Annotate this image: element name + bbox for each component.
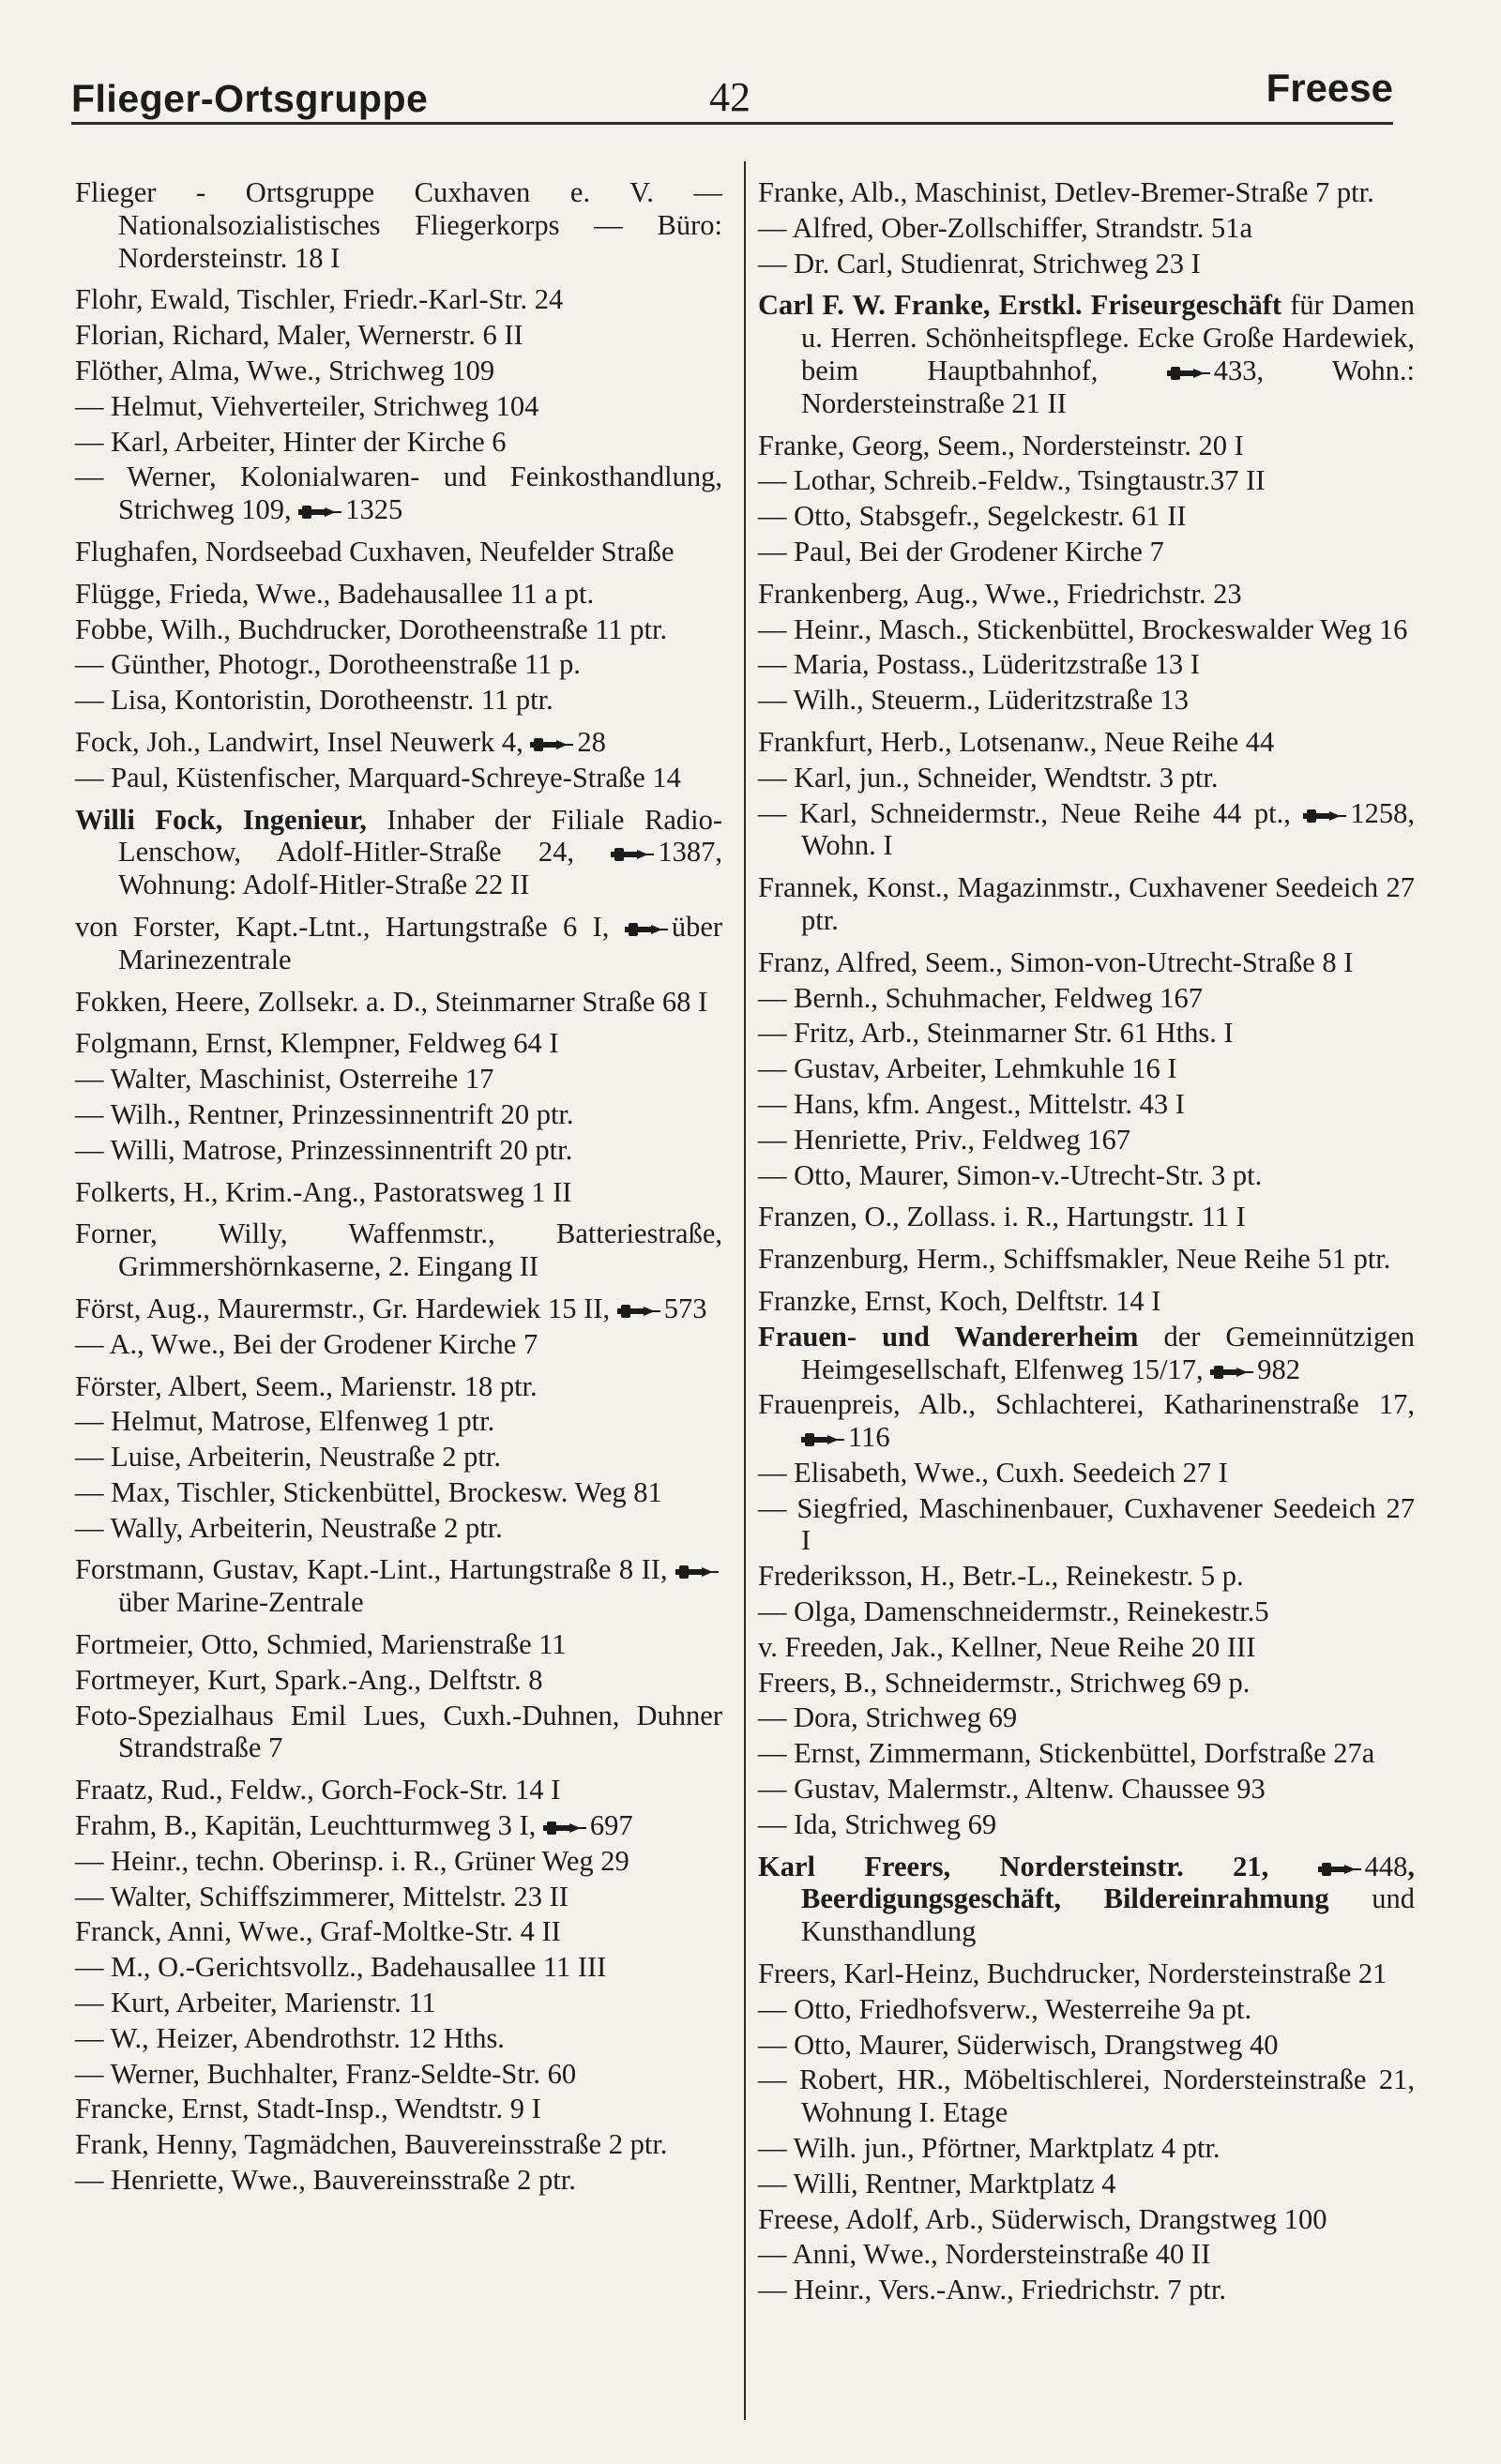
entry-text: — Walter, Schiffszimmerer, Mittelstr. 23 II <box>75 1880 569 1912</box>
telephone-icon <box>801 1432 844 1447</box>
directory-entry <box>758 1631 1415 1664</box>
directory-entry <box>758 1052 1415 1085</box>
entry-text: Franke, Alb., Maschinist, Detlev-Bremer-Straße 7 ptr. <box>758 176 1374 208</box>
right-column <box>758 176 1415 2309</box>
entry-text: — Alfred, Ober-Zollschiffer, Strandstr. 51a <box>758 211 1252 244</box>
directory-entry <box>758 982 1415 1015</box>
directory-entry <box>758 726 1415 759</box>
entry-text: Först, Aug., Maurermstr., Gr. Hardewiek 15 II, <box>75 1292 611 1324</box>
directory-entry <box>758 289 1415 419</box>
directory-entry <box>758 248 1415 280</box>
directory-entry <box>75 762 722 794</box>
directory-entry <box>758 430 1415 462</box>
entry-text: Franzenburg, Herm., Schiffsmakler, Neue Reihe 51 ptr. <box>758 1243 1391 1276</box>
directory-entry <box>75 726 722 759</box>
entry-text: Francke, Ernst, Stadt-Insp., Wendtstr. 9 I <box>75 2093 541 2125</box>
directory-entry <box>758 1560 1415 1593</box>
directory-entry <box>75 1405 722 1438</box>
directory-entry <box>758 2168 1415 2200</box>
directory-entry <box>75 536 722 568</box>
entry-text: Flügge, Frieda, Wwe., Badehausallee 11 a pt. <box>75 577 595 610</box>
entry-text: — Robert, HR., Möbeltischlerei, Nordersteinstraße 21, Wohnung I. Etage <box>758 2063 1415 2129</box>
directory-entry <box>758 1159 1415 1192</box>
entry-text: — Henriette, Wwe., Bauvereinsstraße 2 ptr. <box>75 2164 576 2197</box>
directory-entry <box>758 464 1415 497</box>
left-column <box>75 176 722 2199</box>
directory-entry <box>75 426 722 459</box>
entry-text: — Luise, Arbeiterin, Neustraße 2 ptr. <box>75 1441 502 1474</box>
directory-entry <box>75 2164 722 2197</box>
entry-text: — Ernst, Zimmermann, Stickenbüttel, Dorfstraße 27a <box>758 1737 1375 1770</box>
directory-entry <box>75 1845 722 1878</box>
directory-entry <box>758 2203 1415 2236</box>
phone-number: 1325 <box>345 493 403 526</box>
phone-number: über Marine-Zentrale <box>118 1586 364 1619</box>
entry-text: Fraatz, Rud., Feldw., Gorch-Fock-Str. 14 I <box>75 1774 561 1806</box>
entry-text: Förster, Albert, Seem., Marienstr. 18 ptr. <box>75 1369 538 1402</box>
entry-text: — Maria, Postass., Lüderitzstraße 13 I <box>758 648 1200 681</box>
phone-number: 697 <box>589 1809 633 1842</box>
directory-entry <box>75 1512 722 1545</box>
entry-text: Forstmann, Gustav, Kapt.-Lint., Hartungstraße 8 II, <box>75 1553 668 1586</box>
directory-entry <box>75 684 722 717</box>
directory-entry <box>758 1285 1415 1318</box>
telephone-icon <box>1167 366 1210 381</box>
entry-text: — Otto, Friedhofsverw., Westerreihe 9a pt. <box>758 1992 1252 2025</box>
telephone-icon <box>1318 1862 1361 1877</box>
directory-entry <box>758 648 1415 681</box>
entry-text: — Willi, Matrose, Prinzessinnentrift 20 ptr. <box>75 1133 573 1166</box>
entry-text: v. Freeden, Jak., Kellner, Neue Reihe 20 III <box>758 1630 1256 1663</box>
directory-entry <box>75 283 722 316</box>
entry-text: — Ida, Strichweg 69 <box>758 1807 997 1840</box>
directory-entry <box>75 1553 722 1619</box>
directory-entry <box>758 1701 1415 1734</box>
header-right-keyword: Freese <box>1266 66 1393 110</box>
entry-text: Frahm, B., Kapitän, Leuchtturmweg 3 I, <box>75 1809 537 1842</box>
directory-entry <box>75 1628 722 1661</box>
directory-entry <box>75 1700 722 1765</box>
telephone-icon <box>617 1304 660 1319</box>
telephone-icon <box>1303 809 1346 824</box>
directory-entry <box>758 1993 1415 2026</box>
directory-entry <box>75 390 722 423</box>
directory-entry <box>75 1098 722 1131</box>
entry-text: Frankfurt, Herb., Lotsenanw., Neue Reihe 44 <box>758 725 1275 758</box>
entry-text: — Karl, jun., Schneider, Wendtstr. 3 ptr. <box>758 761 1219 794</box>
directory-entry <box>75 2058 722 2091</box>
entry-name-bold: Karl Freers, Nordersteinstr. 21, <box>758 1850 1269 1882</box>
entry-text: Frannek, Konst., Magazinmstr., Cuxhavener Seedeich 27 ptr. <box>758 871 1415 936</box>
entry-text: — Werner, Buchhalter, Franz-Seldte-Str. 60 <box>75 2057 577 2090</box>
directory-entry <box>758 1457 1415 1489</box>
entry-name-bold: Frauen- und Wandererheim <box>758 1320 1139 1353</box>
telephone-icon <box>611 847 654 862</box>
page-number: 42 <box>709 74 750 120</box>
directory-entry <box>758 1851 1415 1948</box>
directory-entry <box>75 1951 722 1984</box>
phone-number: 982 <box>1257 1353 1300 1385</box>
directory-entry <box>758 1124 1415 1156</box>
directory-entry <box>75 319 722 352</box>
entry-tail-text: , Wohn.: Nordersteinstraße 21 II <box>801 354 1415 419</box>
directory-entry <box>75 648 722 681</box>
directory-entry <box>75 1476 722 1509</box>
phone-number: 1387 <box>658 836 716 869</box>
directory-entry <box>758 1243 1415 1276</box>
directory-entry <box>758 2132 1415 2165</box>
telephone-icon <box>625 922 668 937</box>
entry-text: — Otto, Stabsgefr., Segelckestr. 61 II <box>758 500 1187 533</box>
entry-text: Freers, Karl-Heinz, Buchdrucker, Nordersteinstraße 21 <box>758 1958 1387 1990</box>
directory-entry <box>758 1737 1415 1770</box>
entry-text: — A., Wwe., Bei der Grodener Kirche 7 <box>75 1327 538 1360</box>
directory-entry <box>758 1201 1415 1233</box>
directory-entry <box>75 1217 722 1283</box>
directory-entry <box>75 1441 722 1474</box>
directory-entry <box>758 2029 1415 2062</box>
directory-entry <box>75 176 722 274</box>
directory-entry <box>758 946 1415 979</box>
entry-text: — Dr. Carl, Studienrat, Strichweg 23 I <box>758 247 1201 280</box>
phone-number: 28 <box>577 725 606 758</box>
entry-text: Fortmeier, Otto, Schmied, Marienstraße 11 <box>75 1628 567 1661</box>
phone-number: 1258 <box>1350 796 1408 829</box>
entry-text: Franzke, Ernst, Koch, Delftstr. 14 I <box>758 1284 1161 1317</box>
directory-entry <box>75 1176 722 1209</box>
entry-text: Flieger - Ortsgruppe Cuxhaven e. V. — Nationalsozialistisches Fliegerkorps — Büro: Nordersteinstr. 18 I <box>75 176 722 274</box>
directory-entry <box>758 1808 1415 1841</box>
entry-text: Freese, Adolf, Arb., Süderwisch, Drangstweg 100 <box>758 2202 1327 2235</box>
entry-text: — Heinr., Masch., Stickenbüttel, Brockeswalder Weg 16 <box>758 612 1408 645</box>
entry-text: Fock, Joh., Landwirt, Insel Neuwerk 4, <box>75 725 523 758</box>
entry-text: — Wilh. jun., Pförtner, Marktplatz 4 ptr. <box>758 2132 1221 2165</box>
directory-entry <box>758 613 1415 646</box>
telephone-icon <box>530 737 573 752</box>
entry-text: Inhaber der Filiale Radio-Lenschow, Adolf-Hitler-Straße 24, <box>118 803 722 869</box>
directory-entry <box>758 176 1415 209</box>
entry-text: — Helmut, Viehverteiler, Strichweg 104 <box>75 389 539 422</box>
entry-text: — Heinr., Vers.-Anw., Friedrichstr. 7 ptr. <box>758 2274 1226 2306</box>
column-divider <box>744 161 746 2420</box>
entry-text: — Olga, Damenschneidermstr., Reinekestr.5 <box>758 1595 1269 1628</box>
entry-text: Franck, Anni, Wwe., Graf-Moltke-Str. 4 II <box>75 1915 561 1948</box>
entry-tail-text: , Wohn. I <box>801 796 1415 862</box>
directory-entry <box>758 797 1415 863</box>
entry-text: — Anni, Wwe., Nordersteinstraße 40 II <box>758 2238 1211 2271</box>
entry-text: — Dora, Strichweg 69 <box>758 1701 1018 1734</box>
directory-entry <box>758 2238 1415 2271</box>
directory-entry <box>75 1915 722 1948</box>
header-left-keyword: Flieger-Ortsgruppe <box>71 77 429 120</box>
entry-text: — Otto, Maurer, Simon-v.-Utrecht-Str. 3 pt. <box>758 1158 1263 1191</box>
entry-text: — Gustav, Malermstr., Altenw. Chaussee 93 <box>758 1773 1266 1806</box>
entry-name-bold: Carl F. W. Franke, Erstkl. Friseurgeschäft <box>758 289 1282 322</box>
telephone-icon <box>543 1821 586 1836</box>
entry-bold-text: , Beerdigungsgeschäft, Bildereinrahmung <box>801 1850 1415 1915</box>
entry-text: Fortmeyer, Kurt, Spark.-Ang., Delftstr. 8 <box>75 1663 543 1696</box>
entry-text: — Paul, Küstenfischer, Marquard-Schreye-Straße 14 <box>75 761 681 794</box>
entry-text: — Bernh., Schuhmacher, Feldweg 167 <box>758 981 1203 1014</box>
entry-name-bold: Willi Fock, Ingenieur, <box>75 803 367 836</box>
entry-text: — Fritz, Arb., Steinmarner Str. 61 Hths. I <box>758 1017 1234 1050</box>
entry-text: Freers, B., Schneidermstr., Strichweg 69 p. <box>758 1666 1251 1699</box>
directory-entry <box>75 461 722 526</box>
telephone-icon <box>1210 1365 1253 1380</box>
header-rule <box>71 122 1393 125</box>
entry-text: — Karl, Schneidermstr., Neue Reihe 44 pt., <box>758 796 1291 829</box>
entry-text: — Wilh., Steuerm., Lüderitzstraße 13 <box>758 684 1189 717</box>
entry-text: — Elisabeth, Wwe., Cuxh. Seedeich 27 I <box>758 1456 1228 1489</box>
entry-text: Folgmann, Ernst, Klempner, Feldweg 64 I <box>75 1027 559 1060</box>
entry-text: Franzen, O., Zollass. i. R., Hartungstr. 11 I <box>758 1201 1246 1233</box>
phone-number: 573 <box>663 1292 707 1324</box>
phone-number: 433 <box>1213 354 1257 386</box>
entry-text: Fokken, Heere, Zollsekr. a. D., Steinmarner Straße 68 I <box>75 985 708 1018</box>
directory-entry <box>75 1134 722 1167</box>
directory-entry <box>75 1809 722 1842</box>
entry-text: Frauenpreis, Alb., Schlachterei, Katharinenstraße 17, <box>758 1388 1415 1421</box>
directory-entry <box>75 986 722 1019</box>
directory-entry <box>758 1088 1415 1121</box>
entry-text: — Lisa, Kontoristin, Dorotheenstr. 11 ptr. <box>75 684 553 717</box>
entry-text: Fobbe, Wilh., Buchdrucker, Dorotheenstraße 11 ptr. <box>75 612 668 645</box>
phone-number: über Marinezentrale <box>118 910 723 975</box>
directory-entry <box>75 1987 722 2019</box>
entry-text: — Kurt, Arbeiter, Marienstr. 11 <box>75 1987 436 2019</box>
directory-entry <box>758 871 1415 937</box>
entry-text: — Karl, Arbeiter, Hinter der Kirche 6 <box>75 425 507 458</box>
directory-entry <box>75 1774 722 1806</box>
entry-text: — W., Heizer, Abendrothstr. 12 Hths. <box>75 2021 505 2054</box>
entry-text: Frankenberg, Aug., Wwe., Friedrichstr. 23 <box>758 577 1242 610</box>
directory-entry <box>75 911 722 976</box>
directory-entry <box>75 1881 722 1913</box>
entry-tail-text: und Kunsthandlung <box>801 1882 1415 1948</box>
entry-text: — Max, Tischler, Stickenbüttel, Brockesw. Weg 81 <box>75 1475 662 1508</box>
directory-entry <box>758 1773 1415 1806</box>
entry-text: — Hans, kfm. Angest., Mittelstr. 43 I <box>758 1087 1185 1120</box>
directory-entry <box>75 1370 722 1403</box>
entry-text: für Damen u. Herren. Schönheitspflege. Ecke Große Hardewiek, beim Hauptbahnhof, <box>801 289 1415 386</box>
entry-text: — Werner, Kolonialwaren- und Feinkosthandlung, Strichweg 109, <box>75 461 722 526</box>
directory-entry <box>75 355 722 387</box>
entry-text: Franz, Alfred, Seem., Simon-von-Utrecht-Straße 8 I <box>758 945 1354 978</box>
entry-text: Flohr, Ewald, Tischler, Friedr.-Karl-Str. 24 <box>75 283 564 316</box>
phone-number: 116 <box>848 1421 890 1454</box>
directory-entry <box>758 762 1415 794</box>
entry-text: — Otto, Maurer, Süderwisch, Drangstweg 40 <box>758 2028 1279 2061</box>
entry-text: — Walter, Maschinist, Osterreihe 17 <box>75 1063 494 1096</box>
directory-entry <box>758 1595 1415 1628</box>
entry-text: — Siegfried, Maschinenbauer, Cuxhavener Seedeich 27 I <box>758 1491 1415 1557</box>
entry-text: — M., O.-Gerichtsvollz., Badehausallee 11 III <box>75 1951 607 1984</box>
entry-text: — Günther, Photogr., Dorotheenstraße 11 p. <box>75 648 581 681</box>
directory-entry <box>75 804 722 901</box>
directory-entry <box>758 1017 1415 1050</box>
directory-entry <box>758 500 1415 533</box>
directory-entry <box>75 613 722 646</box>
entry-text: — Henriette, Priv., Feldweg 167 <box>758 1123 1130 1156</box>
entry-text: — Paul, Bei der Grodener Kirche 7 <box>758 535 1164 567</box>
directory-entry <box>758 578 1415 611</box>
entry-text: — Heinr., techn. Oberinsp. i. R., Grüner Weg 29 <box>75 1844 629 1877</box>
directory-entry <box>758 212 1415 245</box>
entry-text: der Gemeinnützigen Heimgesellschaft, Elfenweg 15/17, <box>801 1320 1415 1385</box>
entry-text: — Willi, Rentner, Marktplatz 4 <box>758 2167 1116 2199</box>
entry-text: Forner, Willy, Waffenmstr., Batteriestraße, Grimmershörnkaserne, 2. Eingang II <box>75 1217 722 1283</box>
entry-text: Franke, Georg, Seem., Nordersteinstr. 20 I <box>758 429 1244 461</box>
directory-entry <box>758 1667 1415 1700</box>
directory-entry <box>75 1063 722 1096</box>
entry-text: — Helmut, Matrose, Elfenweg 1 ptr. <box>75 1405 495 1438</box>
directory-entry <box>758 2274 1415 2306</box>
directory-entry <box>75 2093 722 2125</box>
entry-text: Frederiksson, H., Betr.-L., Reinekestr. 5 p. <box>758 1560 1244 1593</box>
directory-entry <box>758 536 1415 568</box>
telephone-icon <box>675 1565 719 1580</box>
entry-text: — Lothar, Schreib.-Feldw., Tsingtaustr.37 II <box>758 464 1266 497</box>
entry-text: Foto-Spezialhaus Emil Lues, Cuxh.-Duhnen, Duhner Strandstraße 7 <box>75 1699 722 1764</box>
directory-entry <box>758 2063 1415 2129</box>
entry-text: — Gustav, Arbeiter, Lehmkuhle 16 I <box>758 1052 1177 1085</box>
directory-entry <box>75 1664 722 1697</box>
entry-text: — Wilh., Rentner, Prinzessinnentrift 20 ptr. <box>75 1097 574 1130</box>
telephone-icon <box>298 505 341 520</box>
entry-text: Folkerts, H., Krim.-Ang., Pastoratsweg 1 II <box>75 1175 572 1208</box>
directory-entry <box>758 1492 1415 1558</box>
phone-number: 448 <box>1364 1850 1408 1882</box>
directory-entry <box>75 578 722 611</box>
entry-text: — Wally, Arbeiterin, Neustraße 2 ptr. <box>75 1511 503 1544</box>
entry-tail-text: , Wohnung: Adolf-Hitler-Straße 22 II <box>118 836 723 901</box>
directory-entry <box>75 2128 722 2161</box>
entry-text: von Forster, Kapt.-Ltnt., Hartungstraße 6 I, <box>75 910 610 943</box>
directory-entry <box>758 1958 1415 1990</box>
entry-text: Flöther, Alma, Wwe., Strichweg 109 <box>75 354 495 386</box>
directory-entry <box>758 684 1415 717</box>
entry-text: Florian, Richard, Maler, Wernerstr. 6 II <box>75 319 523 352</box>
entry-text: Frank, Henny, Tagmädchen, Bauvereinsstraße 2 ptr. <box>75 2128 668 2161</box>
directory-entry <box>758 1321 1415 1386</box>
directory-entry <box>75 1027 722 1060</box>
directory-entry <box>75 2022 722 2055</box>
directory-entry <box>75 1292 722 1325</box>
directory-entry <box>75 1328 722 1361</box>
directory-entry <box>758 1388 1415 1454</box>
entry-text: Flughafen, Nordseebad Cuxhaven, Neufelder Straße <box>75 535 675 567</box>
